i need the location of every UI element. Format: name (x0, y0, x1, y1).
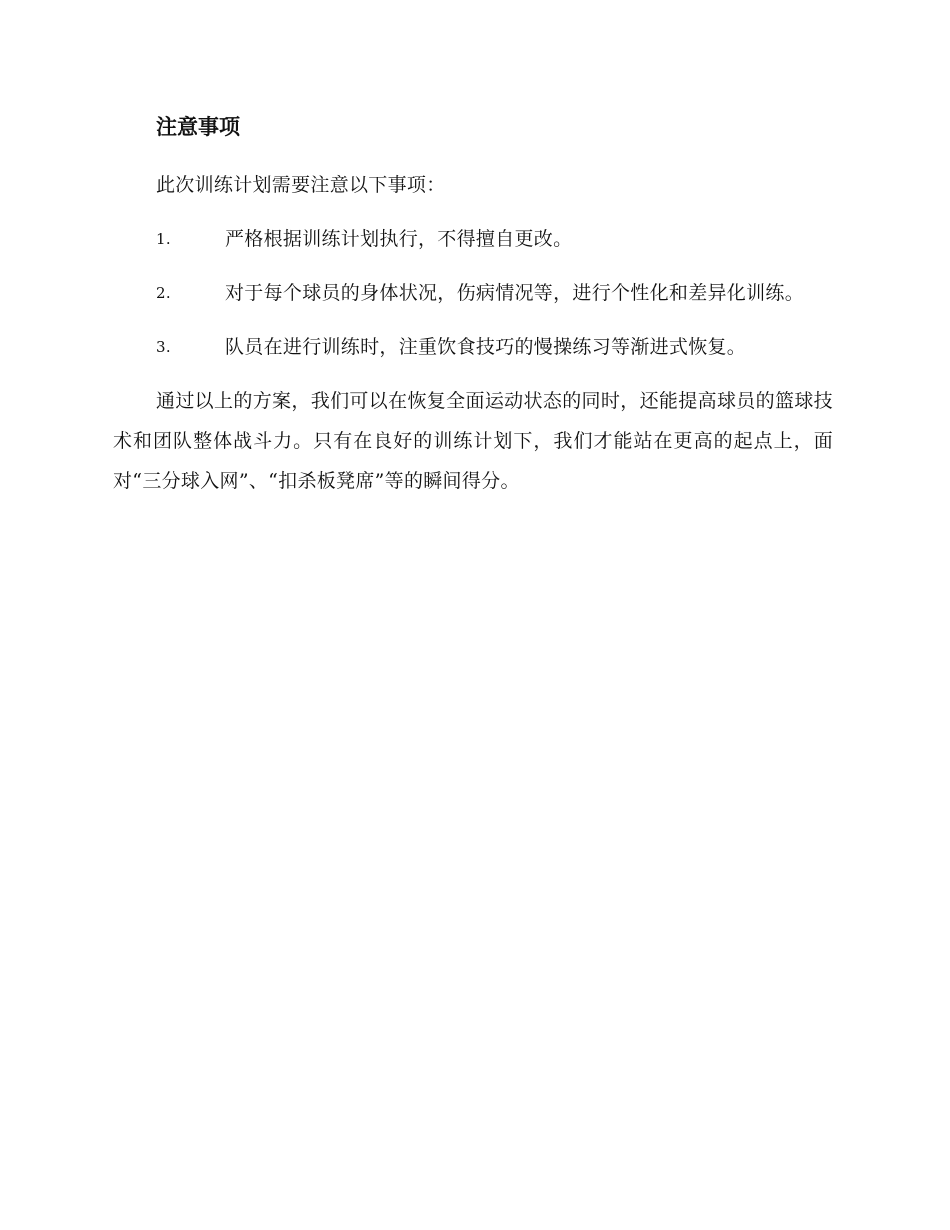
list-number: 3. (156, 338, 171, 356)
list-item-3 (113, 328, 833, 367)
list-number: 2. (156, 284, 171, 302)
list-item-2 (113, 274, 833, 313)
list-item-1 (113, 220, 833, 259)
document-body (113, 110, 833, 501)
list-item-text: 队员在进行训练时，注重饮食技巧的慢操练习等渐进式恢复。 (225, 336, 747, 358)
closing-paragraph: 通过以上的方案，我们可以在恢复全面运动状态的同时，还能提高球员的篮球技术和团队整体战斗力。只有在良好的训练计划下，我们才能站在更高的起点上，面对“三分球入网”、“扣杀板凳席”等的瞬间得分。 (113, 390, 833, 492)
intro-paragraph: 此次训练计划需要注意以下事项： (156, 174, 446, 196)
list-item-text: 对于每个球员的身体状况，伤病情况等，进行个性化和差异化训练。 (225, 282, 805, 304)
section-heading: 注意事项 (156, 114, 240, 139)
list-item-text: 严格根据训练计划执行，不得擅自更改。 (225, 228, 573, 250)
list-number: 1. (156, 230, 171, 248)
